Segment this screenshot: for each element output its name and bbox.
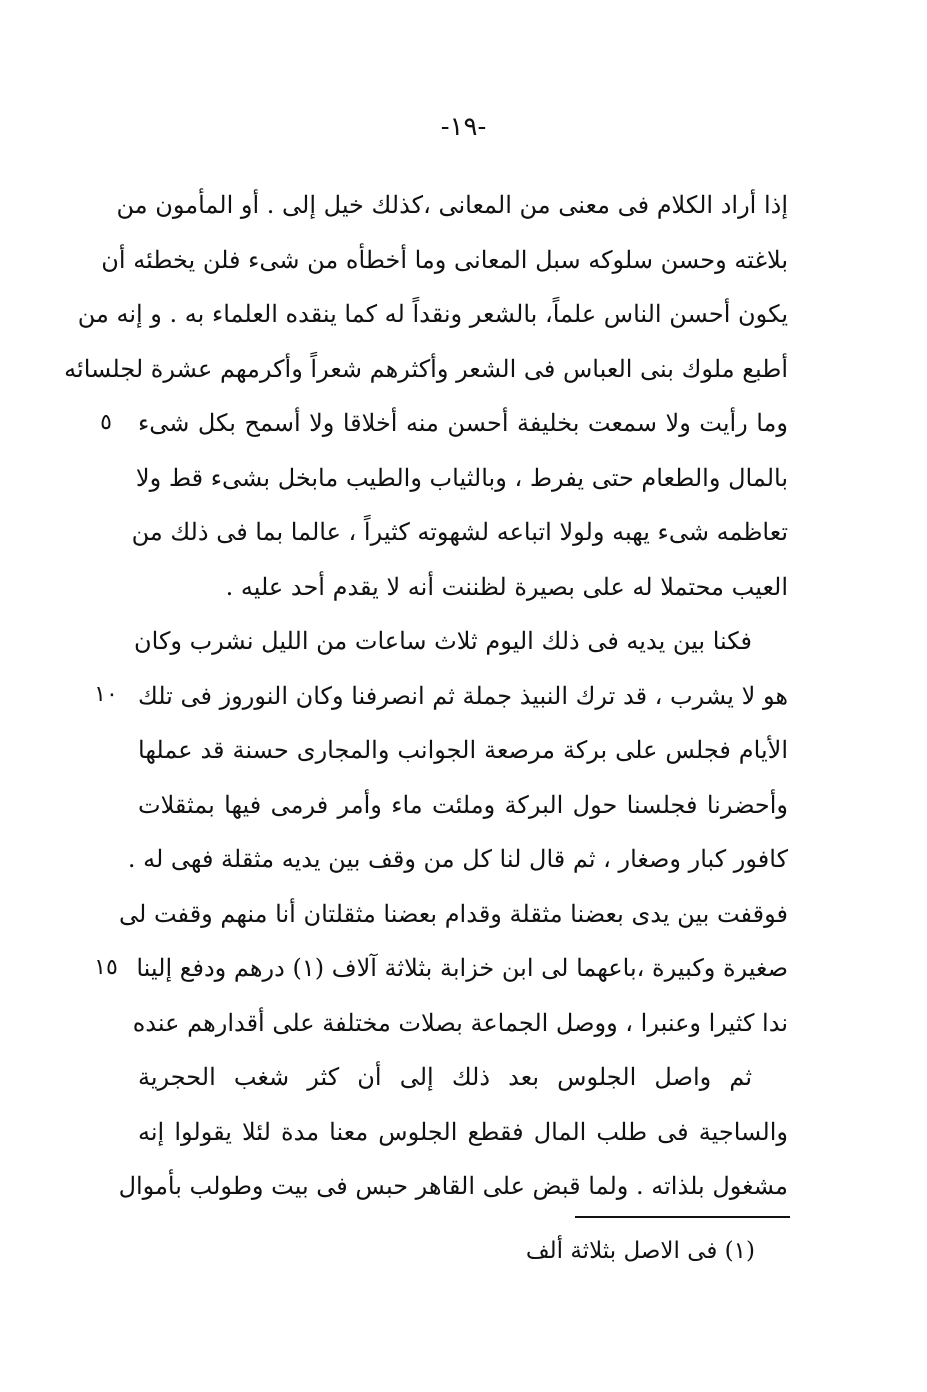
line-number-10: ١٠ bbox=[94, 682, 118, 707]
page-number: -١٩- bbox=[440, 112, 487, 142]
text-line: يكون أحسن الناس علماً، بالشعر ونقداً له كما ينقده العلماء به . و إنه من bbox=[77, 300, 788, 328]
text-line: ندا كثيرا وعنبرا ، ووصل الجماعة بصلات مختلفة على أقدارهم عنده bbox=[132, 1008, 788, 1037]
footnote-divider bbox=[575, 1216, 790, 1218]
text-line: أطبع ملوك بنى العباس فى الشعر وأكثرهم شعراً وأكرمهم عشرة لجلسائه bbox=[64, 354, 788, 383]
text-line: تعاظمه شىء يهبه ولولا اتباعه لشهوته كثيراً ، عالما بما فى ذلك من bbox=[131, 518, 788, 546]
text-line: صغيرة وكبيرة ،باعهما لى ابن خزابة بثلاثة آلاف (١) درهم ودفع إلينا bbox=[136, 954, 788, 982]
text-line: بلاغته وحسن سلوكه سبل المعانى وما أخطأه من شىء فلن يخطئه أن bbox=[101, 245, 788, 274]
text-line: وما رأيت ولا سمعت بخليفة أحسن منه أخلاقا ولا أسمح بكل شىء bbox=[138, 409, 788, 437]
text-line: وأحضرنا فجلسنا حول البركة وملئت ماء وأمر فرمى فيها بمثقلات bbox=[138, 790, 788, 819]
footnote: (١) فى الاصل بثلاثة ألف bbox=[525, 1238, 755, 1264]
text-line: مشغول بلذاته . ولما قبض على القاهر حبس فى بيت وطولب بأموال bbox=[118, 1172, 788, 1200]
text-line: ثم واصل الجلوس بعد ذلك إلى أن كثر شغب الحجرية bbox=[138, 1063, 752, 1091]
text-line: العيب محتملا له على بصيرة لظننت أنه لا يقدم أحد عليه . bbox=[225, 572, 788, 601]
text-line: والساجية فى طلب المال فقطع الجلوس معنا مدة لئلا يقولوا إنه bbox=[138, 1117, 788, 1146]
text-line: إذا أراد الكلام فى معنى من المعانى ،كذلك خيل إلى . أو المأمون من bbox=[116, 191, 788, 219]
text-line: فوقفت بين يدى بعضنا مثقلة وقدام بعضنا مثقلتان أنا منهم وقفت لى bbox=[119, 899, 788, 928]
text-line: الأيام فجلس على بركة مرصعة الجوانب والمجارى حسنة قد عملها bbox=[138, 736, 788, 764]
line-number-15: ١٥ bbox=[94, 955, 118, 980]
text-line: بالمال والطعام حتى يفرط ، وبالثياب والطيب مابخل بشىء قط ولا bbox=[135, 463, 788, 492]
text-line: هو لا يشرب ، قد ترك النبيذ جملة ثم انصرفنا وكان النوروز فى تلك bbox=[138, 681, 788, 710]
text-line: فكنا بين يديه فى ذلك اليوم ثلاث ساعات من الليل نشرب وكان bbox=[134, 627, 752, 655]
text-line: كافور كبار وصغار ، ثم قال لنا كل من وقف بين يديه مثقلة فهى له . bbox=[127, 845, 788, 873]
line-number-5: ٥ bbox=[100, 410, 112, 435]
